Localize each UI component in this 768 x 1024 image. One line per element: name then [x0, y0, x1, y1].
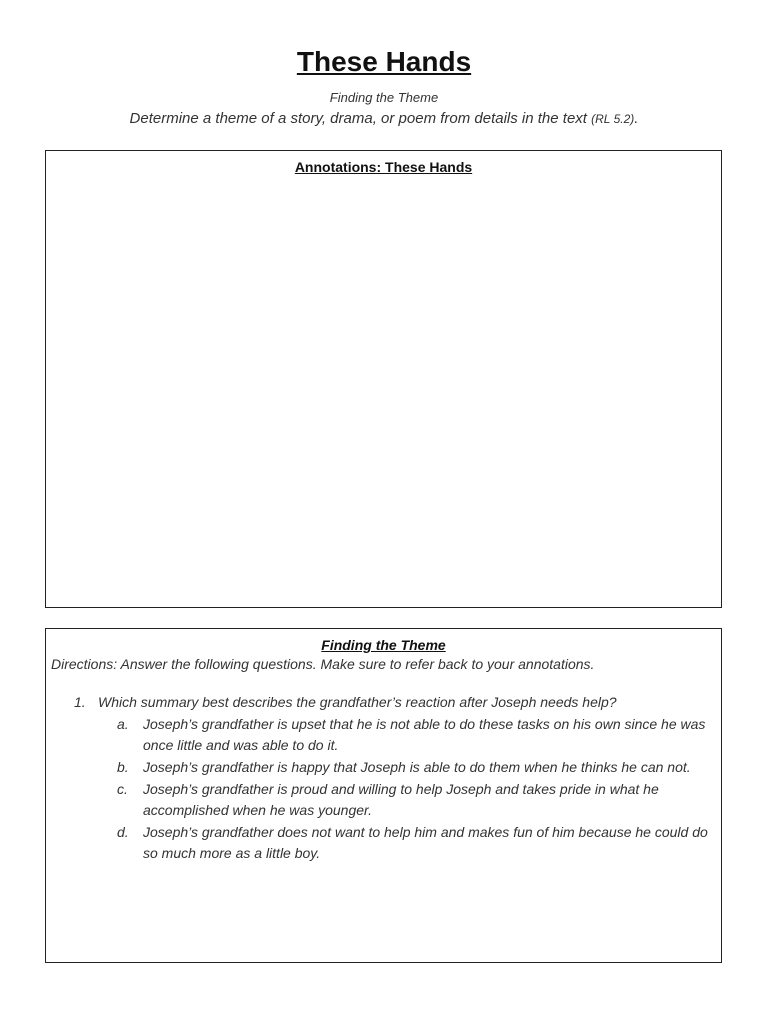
- finding-theme-heading: Finding the Theme: [321, 637, 446, 653]
- answer-option-b: [117, 757, 721, 778]
- option-letter: b.: [117, 759, 129, 775]
- standard-end: .: [634, 110, 639, 127]
- annotations-box[interactable]: [45, 150, 722, 608]
- answer-option-c: [117, 779, 721, 821]
- question-text: Which summary best describes the grandfather’s reaction after Joseph needs help?: [98, 694, 617, 710]
- annotations-heading: Annotations: These Hands: [294, 159, 473, 175]
- standard-code: (RL 5.2): [591, 112, 635, 126]
- option-text: Joseph’s grandfather does not want to help him and makes fun of him because he could do so much more as a little boy.: [143, 824, 708, 861]
- option-text: Joseph’s grandfather is happy that Joseph is able to do them when he thinks he can not.: [143, 759, 691, 775]
- option-letter: d.: [117, 824, 129, 840]
- answer-option-a: [117, 714, 721, 756]
- finding-theme-box: [45, 628, 722, 963]
- directions-text: Directions: Answer the following questions. Make sure to refer back to your annotations.: [51, 656, 595, 672]
- page-title: These Hands: [296, 46, 472, 77]
- option-letter: c.: [117, 781, 128, 797]
- answer-options: [117, 714, 721, 864]
- question-1: [74, 694, 721, 710]
- option-letter: a.: [117, 716, 129, 732]
- standard-text: Determine a theme of a story, drama, or poem from details in the text: [129, 110, 592, 127]
- option-text: Joseph’s grandfather is upset that he is not able to do these tasks on his own since he was once little and was able to do it.: [143, 716, 706, 753]
- option-text: Joseph’s grandfather is proud and willing to help Joseph and takes pride in what he accomplished when he was younger.: [143, 781, 659, 818]
- page-subtitle: Finding the Theme: [329, 90, 439, 105]
- standard-line: [0, 110, 768, 127]
- question-number: 1.: [74, 694, 86, 710]
- answer-option-d: [117, 822, 721, 864]
